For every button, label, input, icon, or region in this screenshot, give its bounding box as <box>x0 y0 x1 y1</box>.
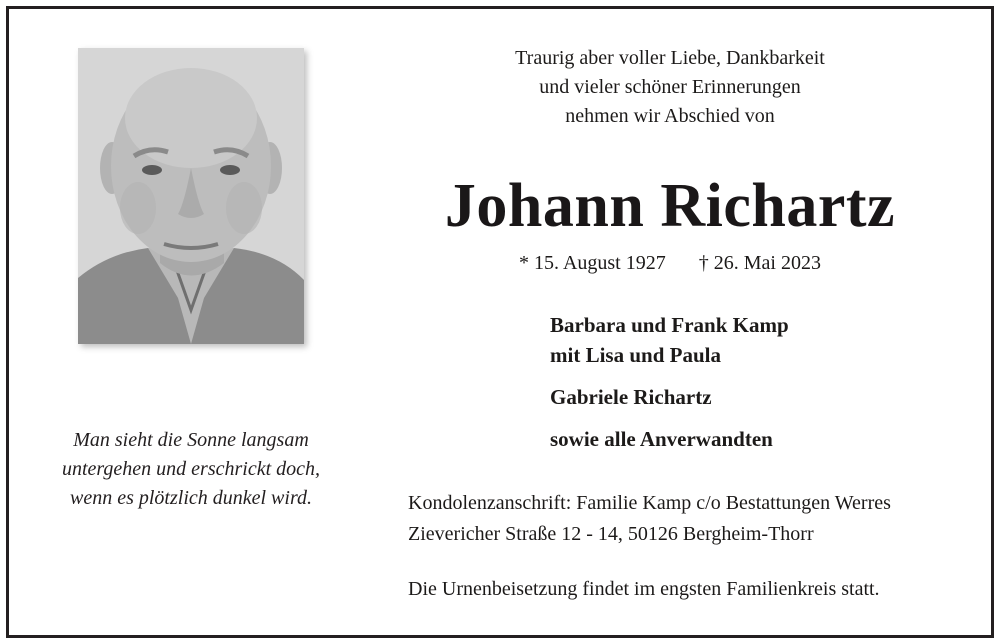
condolence-address <box>408 488 968 550</box>
quote-line: Man sieht die Sonne langsam <box>73 429 309 451</box>
mourner-line: Barbara und Frank Kamp <box>550 313 789 337</box>
memorial-quote <box>36 426 346 513</box>
mourner-line: sowie alle Anverwandten <box>550 427 773 451</box>
birth-date: * 15. August 1927 <box>519 252 666 274</box>
intro-text <box>440 44 900 131</box>
intro-line: Traurig aber voller Liebe, Dankbarkeit <box>515 47 825 69</box>
mourner-line: mit Lisa und Paula <box>550 343 721 367</box>
deceased-name: Johann Richartz <box>444 172 896 240</box>
intro-line: und vieler schöner Erinnerungen <box>539 76 801 98</box>
intro-line: nehmen wir Abschied von <box>565 105 775 127</box>
portrait-photo <box>78 48 304 344</box>
quote-line: untergehen und erschrickt doch, <box>61 458 321 480</box>
portrait-illustration <box>78 48 304 344</box>
condolence-line: Kondolenzanschrift: Familie Kamp c/o Bestattungen Werres <box>408 492 891 514</box>
mourner-line: Gabriele Richartz <box>550 385 712 409</box>
quote-line: wenn es plötzlich dunkel wird. <box>69 487 312 509</box>
condolence-line: Zievericher Straße 12 - 14, 50126 Bergheim-Thorr <box>408 523 814 545</box>
burial-note: Die Urnenbeisetzung findet im engsten Familienkreis statt. <box>408 578 880 600</box>
life-dates <box>440 250 900 276</box>
death-date: † 26. Mai 2023 <box>698 252 821 274</box>
mourners-list <box>550 310 880 454</box>
